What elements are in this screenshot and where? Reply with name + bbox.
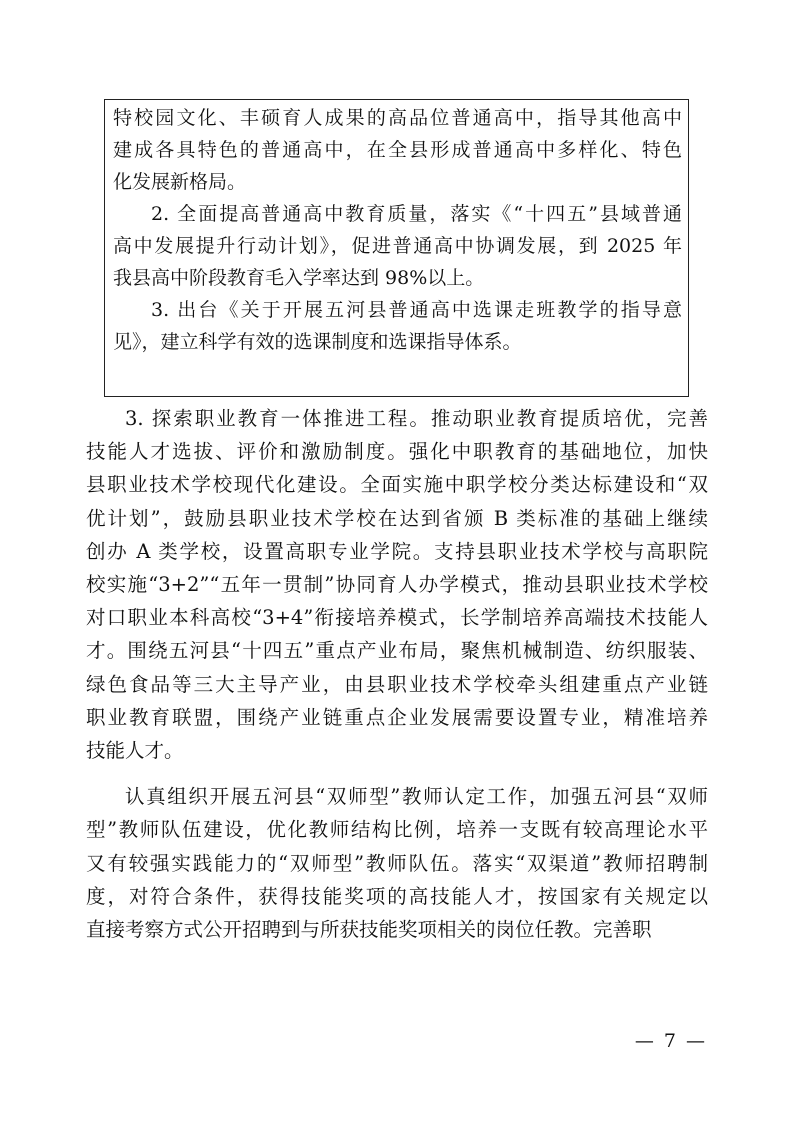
body-line: 职业教育联盟，围绕产业链重点企业发展需要设置专业，精准培养: [86, 705, 708, 729]
body-line: 才。围绕五河县“十四五”重点产业布局，聚焦机械制造、纺织服装、: [86, 639, 708, 663]
body-line: 又有较强实践能力的“双师型”教师队伍。落实“双渠道”教师招聘制: [86, 851, 708, 875]
body-line: 优计划”，鼓励县职业技术学校在达到省颁 B 类标准的基础上继续: [86, 506, 708, 530]
paragraph-gap: [86, 767, 708, 780]
box-line: 2. 全面提高普通高中教育质量，落实《“十四五”县域普通: [151, 203, 682, 225]
body-line: 直接考察方式公开招聘到与所获技能奖项相关的岗位任教。完善职: [86, 918, 652, 942]
box-line: 见》，建立科学有效的选课制度和选课指导体系。: [113, 331, 522, 353]
body-line: 创办 A 类学校，设置高职专业学院。支持县职业技术学校与高职院: [86, 539, 708, 563]
body-paragraph: [86, 402, 708, 767]
body-line: 技能人才。: [86, 739, 184, 763]
box-paragraph: [113, 294, 680, 358]
body-line: 认真组织开展五河县“双师型”教师认定工作，加强五河县“双师: [125, 785, 708, 809]
box-line: 高中发展提升行动计划》，促进普通高中协调发展，到 2025 年: [113, 235, 682, 257]
body-line: 技能人才选拔、评价和激励制度。强化中职教育的基础地位，加快: [86, 440, 708, 464]
body-line: 3. 探索职业教育一体推进工程。推动职业教育提质培优，完善: [125, 407, 708, 430]
body-line: 度，对符合条件，获得技能奖项的高技能人才，按国家有关规定以: [86, 884, 708, 908]
boxed-section: [104, 99, 689, 397]
page-number: — 7 —: [634, 1030, 707, 1052]
box-line: 我县高中阶段教育毛入学率达到 98%以上。: [113, 267, 485, 289]
box-line: 特校园文化、丰硕育人成果的高品位普通高中，指导其他高中: [113, 107, 682, 129]
body-line: 县职业技术学校现代化建设。全面实施中职学校分类达标建设和“双: [86, 473, 708, 497]
body-line: 校实施“3+2”“五年一贯制”协同育人办学模式，推动县职业技术学校: [86, 573, 708, 597]
body-line: 型”教师队伍建设，优化教师结构比例，培养一支既有较高理论水平: [86, 818, 708, 842]
box-paragraph: [113, 198, 680, 294]
body-text: [86, 402, 708, 946]
box-paragraph: [113, 102, 680, 198]
box-line: 3. 出台《关于开展五河县普通高中选课走班教学的指导意: [151, 299, 682, 321]
box-line: 建成各具特色的普通高中，在全县形成普通高中多样化、特色: [113, 139, 682, 161]
box-line: 化发展新格局。: [113, 171, 247, 193]
body-paragraph: [86, 780, 708, 946]
body-line: 绿色食品等三大主导产业，由县职业技术学校牵头组建重点产业链: [86, 672, 708, 696]
body-line: 对口职业本科高校“3+4”衔接培养模式，长学制培养高端技术技能人: [86, 606, 708, 630]
